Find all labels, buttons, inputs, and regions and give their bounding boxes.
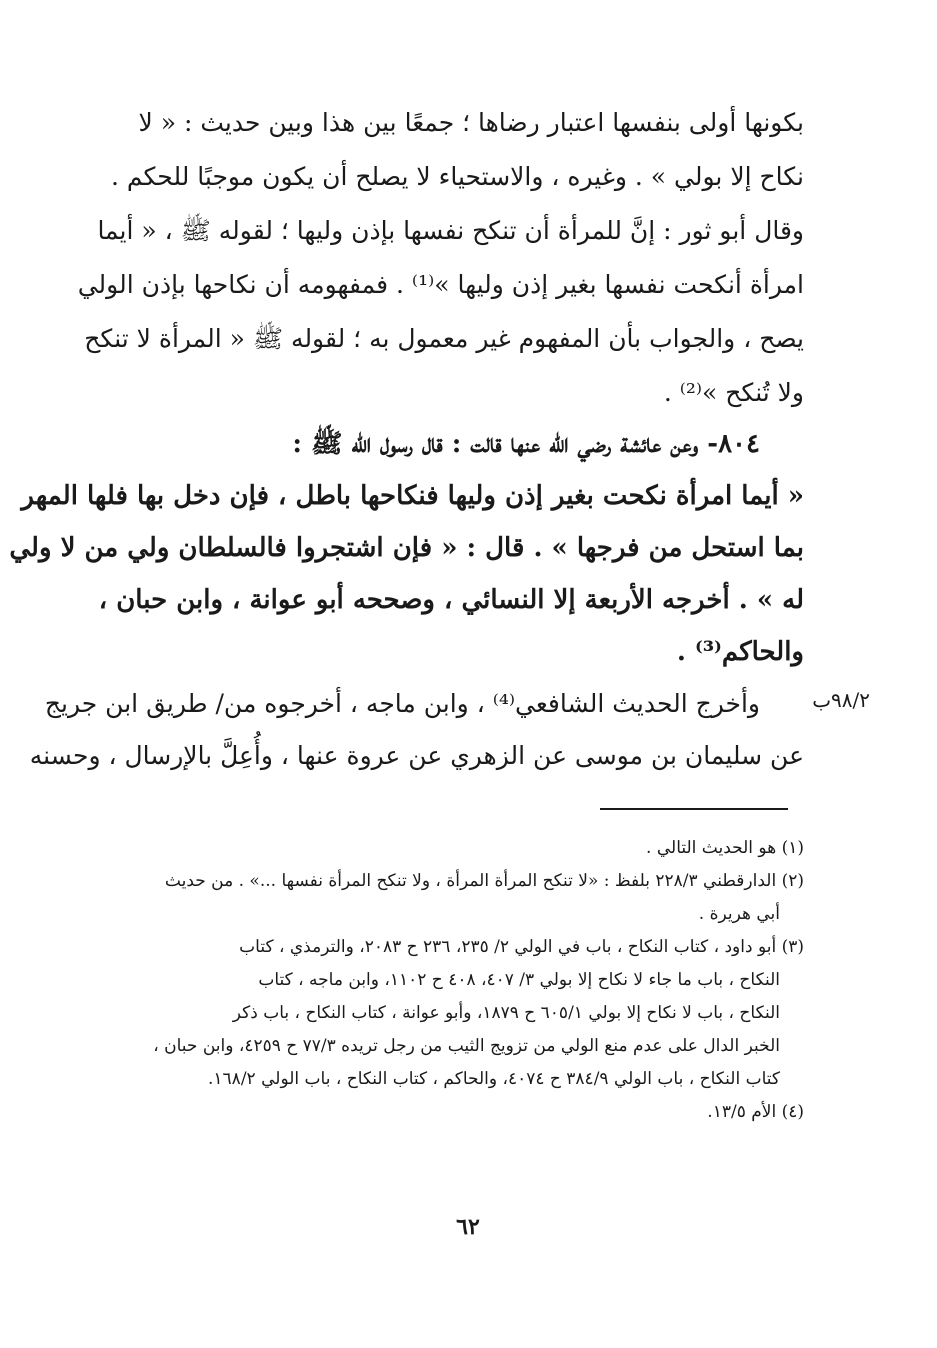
hadith-804-paragraph (9, 418, 804, 678)
footnote-3-continued: الخبر الدال على عدم منع الولي من تزويج الثيب من رجل تريده ٧٧/٣ ح ٤٢٥٩، وابن حبان ، (153, 1036, 780, 1056)
text-line: بكونها أولى بنفسها اعتبار رضاها ؛ جمعًا بين هذا وبين حديث : « لا (138, 108, 804, 137)
footnote-4: (٤) الأم ١٣/٥. (707, 1102, 804, 1122)
text-line: يصح ، والجواب بأن المفهوم غير معمول به ؛ لقوله ﷺ « المرأة لا تنكح (84, 324, 804, 353)
text-line: وأخرج الحديث الشافعي⁽⁴⁾ ، وابن ماجه ، أخرجوه من/ طريق ابن جريج (44, 689, 760, 718)
main-paragraph-2 (29, 678, 804, 782)
text-line: « أيما امرأة نكحت بغير إذن وليها فنكاحها باطل ، فإن دخل بها فلها المهر (21, 481, 804, 511)
footnote-3: (٣) أبو داود ، كتاب النكاح ، باب في الولي ٢/ ٢٣٥، ٢٣٦ ح ٢٠٨٣، والترمذي ، كتاب (239, 937, 804, 957)
footnote-separator (600, 808, 788, 810)
footnote-2: (٢) الدارقطني ٢٢٨/٣ بلفظ : «لا تنكح المرأة المرأة ، ولا تنكح المرأة نفسها ...» . من حديث (164, 871, 804, 891)
footnote-3-continued: النكاح ، باب ما جاء لا نكاح إلا بولي ٣/ ٤٠٧، ٤٠٨ ح ١١٠٢، وابن ماجه ، كتاب (258, 970, 780, 990)
page-number: ٦٢ (456, 1214, 480, 1240)
text-line: ٨٠٤- وعن عائشة رضي الله عنها قالت : قال رسول الله ﷺ : (292, 429, 760, 459)
text-line: عن سليمان بن موسى عن الزهري عن عروة عنها ، وأُعِلَّ بالإرسال ، وحسنه (29, 741, 804, 770)
text-line: بما استحل من فرجها » . قال : « فإن اشتجروا فالسلطان ولي من لا ولي (9, 533, 804, 563)
footnote-2-continued: أبي هريرة . (698, 904, 780, 924)
text-line: نكاح إلا بولي » . وغيره ، والاستحياء لا يصلح أن يكون موجبًا للحكم . (110, 162, 804, 191)
footnote-3-continued: كتاب النكاح ، باب الولي ٣٨٤/٩ ح ٤٠٧٤، والحاكم ، كتاب النكاح ، باب الولي ١٦٨/٢. (208, 1069, 780, 1089)
footnote-1: (١) هو الحديث التالي . (646, 838, 804, 858)
text-line: والحاكم⁽³⁾ . (676, 637, 804, 667)
text-line: امرأة أنكحت نفسها بغير إذن وليها »⁽¹⁾ . فمفهومه أن نكاحها بإذن الولي (77, 270, 804, 299)
text-line: له » . أخرجه الأربعة إلا النسائي ، وصححه أبو عوانة ، وابن حبان ، (98, 585, 804, 615)
text-line: ولا تُنكح »⁽²⁾ . (663, 378, 804, 407)
text-line: وقال أبو ثور : إنَّ للمرأة أن تنكح نفسها بإذن وليها ؛ لقوله ﷺ ، « أيما (97, 216, 804, 245)
footnote-3-continued: النكاح ، باب لا نكاح إلا بولي ٦٠٥/١ ح ١٨٧٩، وأبو عوانة ، كتاب النكاح ، باب ذكر (232, 1003, 780, 1023)
footnotes (118, 832, 804, 1129)
manuscript-folio-note: ٩٨/٢ب (812, 688, 870, 712)
main-paragraph-1 (77, 96, 804, 420)
